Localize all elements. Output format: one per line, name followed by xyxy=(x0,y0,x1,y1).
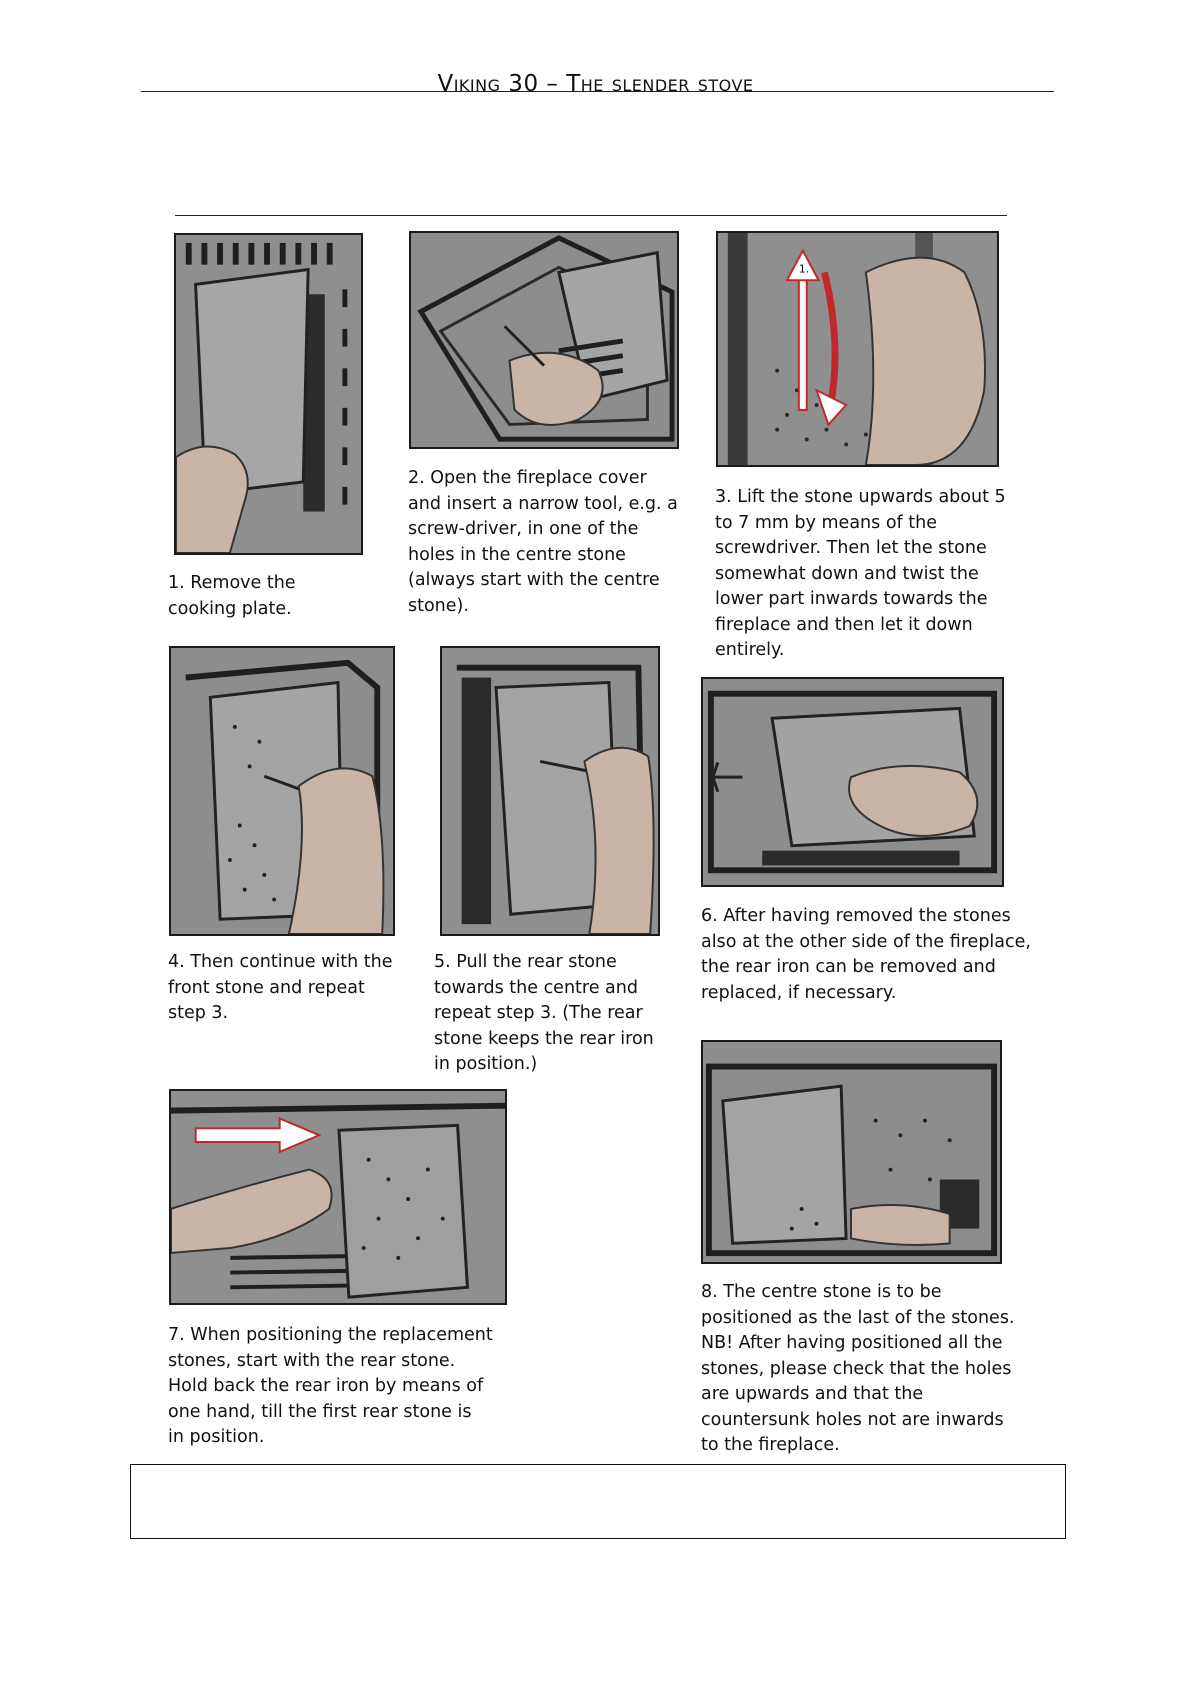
step-1-caption: 1. Remove the cooking plate. xyxy=(168,573,296,619)
step-2-caption: 2. Open the fireplace cover and insert a narrow tool, e.g. a screw-driver, in one of the holes in the centre stone (always start with the centre stone). xyxy=(408,468,678,616)
arrow-label-1: 1. xyxy=(798,262,810,276)
step-6-caption: 6. After having removed the stones also at the other side of the fireplace, the rear iron can be removed and replaced, if necessary. xyxy=(701,906,1031,1003)
step-3-caption: 3. Lift the stone upwards about 5 to 7 mm by means of the screwdriver. Then let the stone somewhat down and twist the lower part inwards towards the fireplace and then let it down entirely. xyxy=(715,487,1006,660)
step-4-caption: 4. Then continue with the front stone and repeat step 3. xyxy=(168,952,393,1023)
header-rule xyxy=(141,91,1054,92)
step-5-caption: 5. Pull the rear stone towards the centre and repeat step 3. (The rear stone keeps the rear iron in position.) xyxy=(434,952,654,1074)
rear-stone-photo xyxy=(440,646,660,936)
centre-stone-photo xyxy=(701,1040,1002,1264)
lift-stone-photo xyxy=(716,231,999,467)
position-stone-photo xyxy=(169,1089,507,1305)
rear-iron-photo xyxy=(701,677,1004,887)
footer-box xyxy=(130,1464,1066,1539)
remove-cooking-plate-photo xyxy=(174,233,363,555)
section-rule xyxy=(175,215,1007,216)
insert-tool-photo xyxy=(409,231,679,449)
page-title: Viking 30 – The slender stove xyxy=(437,71,754,98)
front-stone-photo xyxy=(169,646,395,936)
step-8-caption: 8. The centre stone is to be positioned as the last of the stones. NB! After having positioned all the stones, please check that the holes are upwards and that the countersunk holes not are inwards to the fireplace. xyxy=(701,1282,1015,1455)
step-7-caption: 7. When positioning the replacement stones, start with the rear stone. Hold back the rear iron by means of one hand, till the first rear stone is in position. xyxy=(168,1325,493,1447)
